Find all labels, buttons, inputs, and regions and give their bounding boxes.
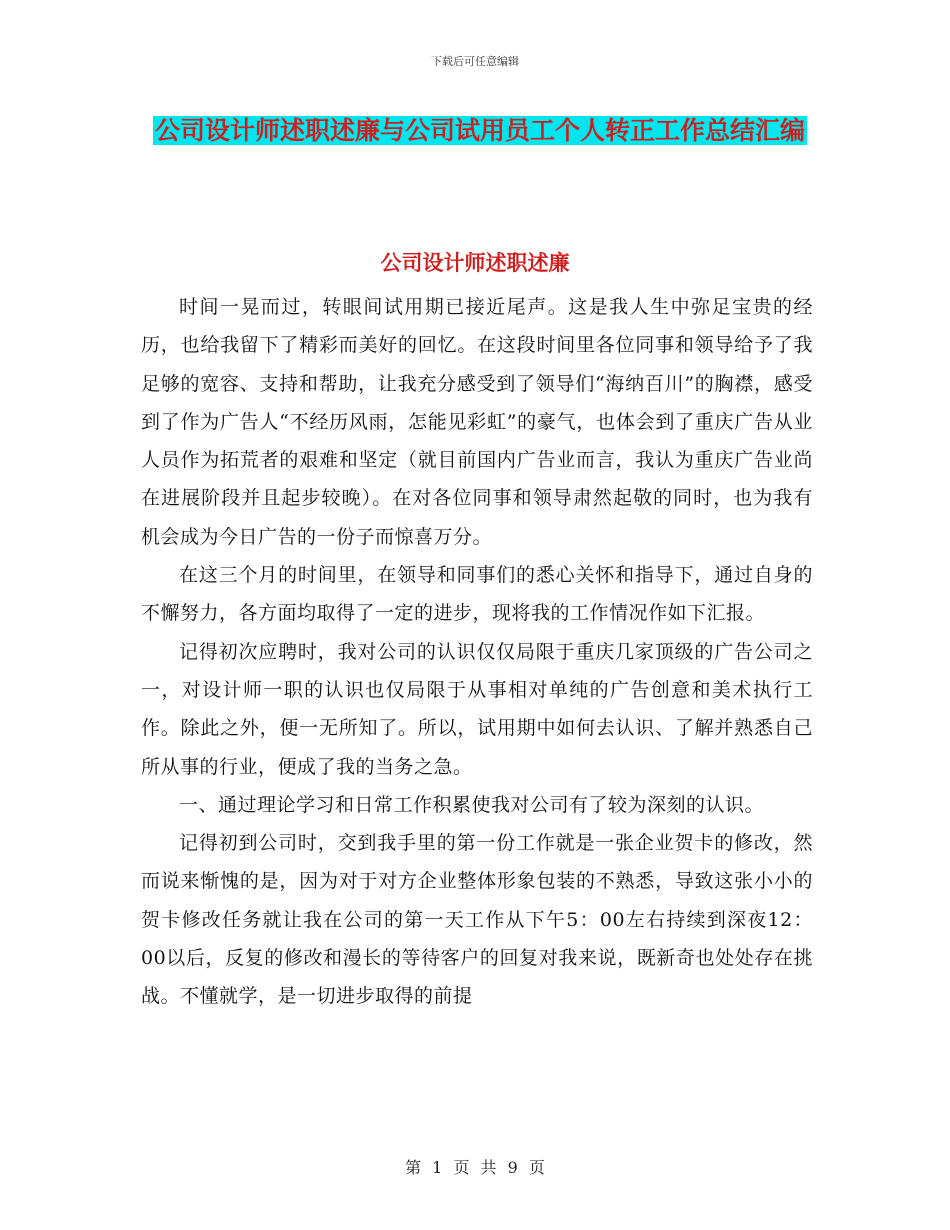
header-note: 下载后可任意编辑 [431, 55, 519, 68]
paragraph: 时间一晃而过，转眼间试用期已接近尾声。这是我人生中弥足宝贵的经历，也给我留下了精彩而美好的回忆。在这段时间里各位同事和领导给予了我足够的宽容、支持和帮助，让我充分感受到了领导们“海纳百川”的胸襟，感受到了作为广告人“不经历风雨，怎能见彩虹”的豪气，也体会到了重庆广告从业人员作为拓荒者的艰难和坚定（就目前国内广告业而言，我认为重庆广告业尚在进展阶段并且起步较晚）。在对各位同事和领导肃然起敬的同时，也为我有机会成为今日广告的一份子而惊喜万分。 [141, 296, 813, 548]
document-title [150, 108, 810, 153]
paragraph: 记得初到公司时，交到我手里的第一份工作就是一张企业贺卡的修改，然而说来惭愧的是，因为对于对方企业整体形象包装的不熟悉，导致这张小小的贺卡修改任务就让我在公司的第一天工作从下午5：00左右持续到深夜12：00以后，反复的修改和漫长的等待客户的回复对我来说，既新奇也处处存在挑战。不懂就学，是一切进步取得的前提 [141, 832, 813, 1008]
page-number-footer: 第 1 页 共 9 页 [405, 1158, 545, 1177]
paragraph: 记得初次应聘时，我对公司的认识仅仅局限于重庆几家顶级的广告公司之一，对设计师一职的认识也仅局限于从事相对单纯的广告创意和美术执行工作。除此之外，便一无所知了。所以，试用期中如何去认识、了解并熟悉自己所从事的行业，便成了我的当务之急。 [141, 640, 813, 778]
document-title-text: 公司设计师述职述廉与公司试用员工个人转正工作总结汇编 [154, 116, 805, 145]
body-text [141, 288, 813, 1016]
paragraph: 一、通过理论学习和日常工作积累使我对公司有了较为深刻的认识。 [179, 793, 765, 816]
section-title: 公司设计师述职述廉 [380, 250, 570, 275]
paragraph: 在这三个月的时间里，在领导和同事们的悉心关怀和指导下，通过自身的不懈努力，各方面均取得了一定的进步，现将我的工作情况作如下汇报。 [141, 564, 813, 625]
